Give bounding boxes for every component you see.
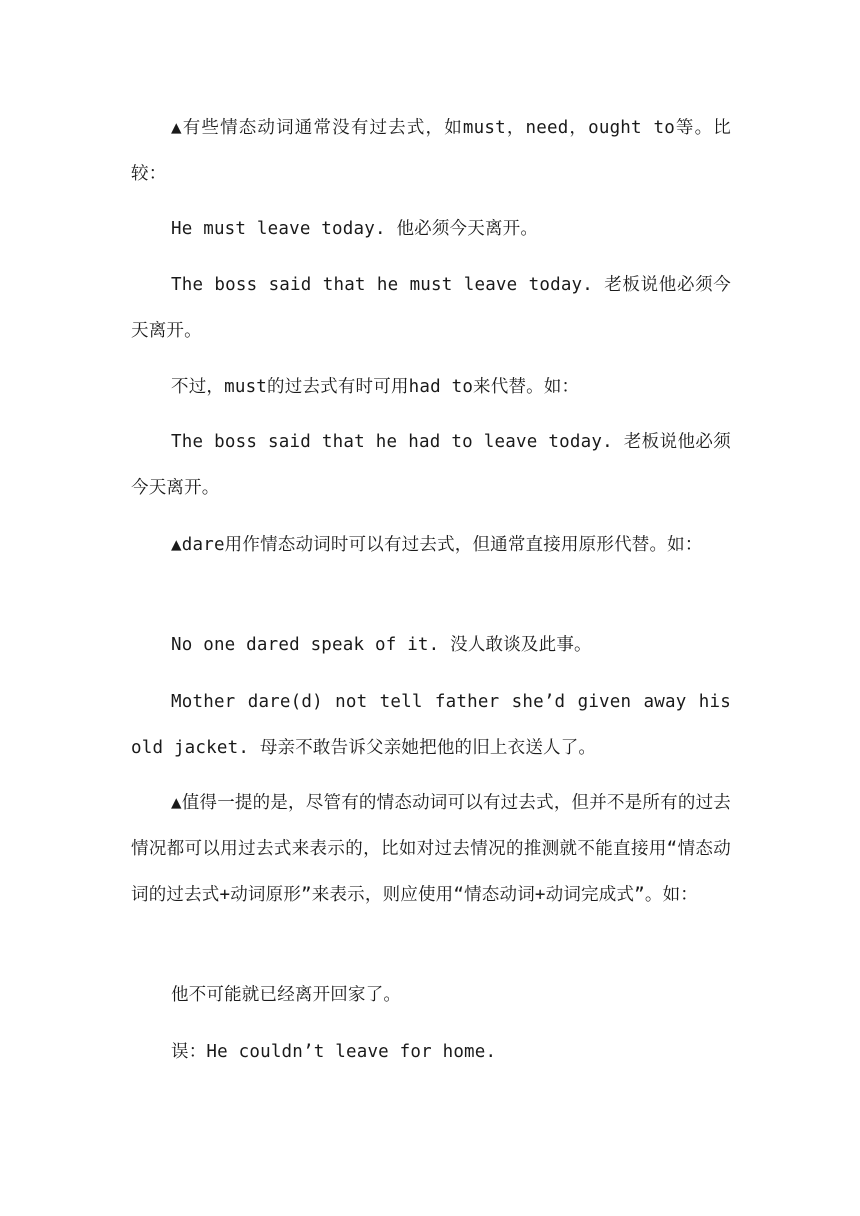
paragraph-example-chinese-sentence: 他不可能就已经离开回家了。 bbox=[171, 985, 402, 1005]
paragraph-wrong-example: 误：He couldn’t leave for home. bbox=[171, 1042, 497, 1062]
paragraph-perfect-infinitive-note: ▲值得一提的是，尽管有的情态动词可以有过去式，但并不是所有的过去情况都可以用过去式来表示的，比如对过去情况的推测就不能直接用“情态动词的过去式+动词原形”来表示，则应使用“情态动词+动词完成式”。如： bbox=[131, 793, 731, 905]
paragraph-example-boss-had-to: The boss said that he had to leave today. 老板说他必须今天离开。 bbox=[131, 432, 731, 498]
paragraph-modal-no-past-tense: ▲有些情态动词通常没有过去式，如must，need，ought to等。比较： bbox=[131, 118, 731, 184]
paragraph-had-to-note: 不过，must的过去式有时可用had to来代替。如： bbox=[171, 377, 580, 397]
paragraph-example-no-one-dared: No one dared speak of it. 没人敢谈及此事。 bbox=[171, 635, 592, 655]
paragraph-example-boss-must: The boss said that he must leave today. 老板说他必须今天离开。 bbox=[131, 275, 731, 341]
paragraph-dare-past-tense: ▲dare用作情态动词时可以有过去式，但通常直接用原形代替。如： bbox=[171, 535, 703, 555]
paragraph-example-must: He must leave today. 他必须今天离开。 bbox=[171, 219, 539, 239]
paragraph-example-mother-dared: Mother dare(d) not tell father she’d given away his old jacket. 母亲不敢告诉父亲她把他的旧上衣送人了。 bbox=[131, 692, 731, 758]
